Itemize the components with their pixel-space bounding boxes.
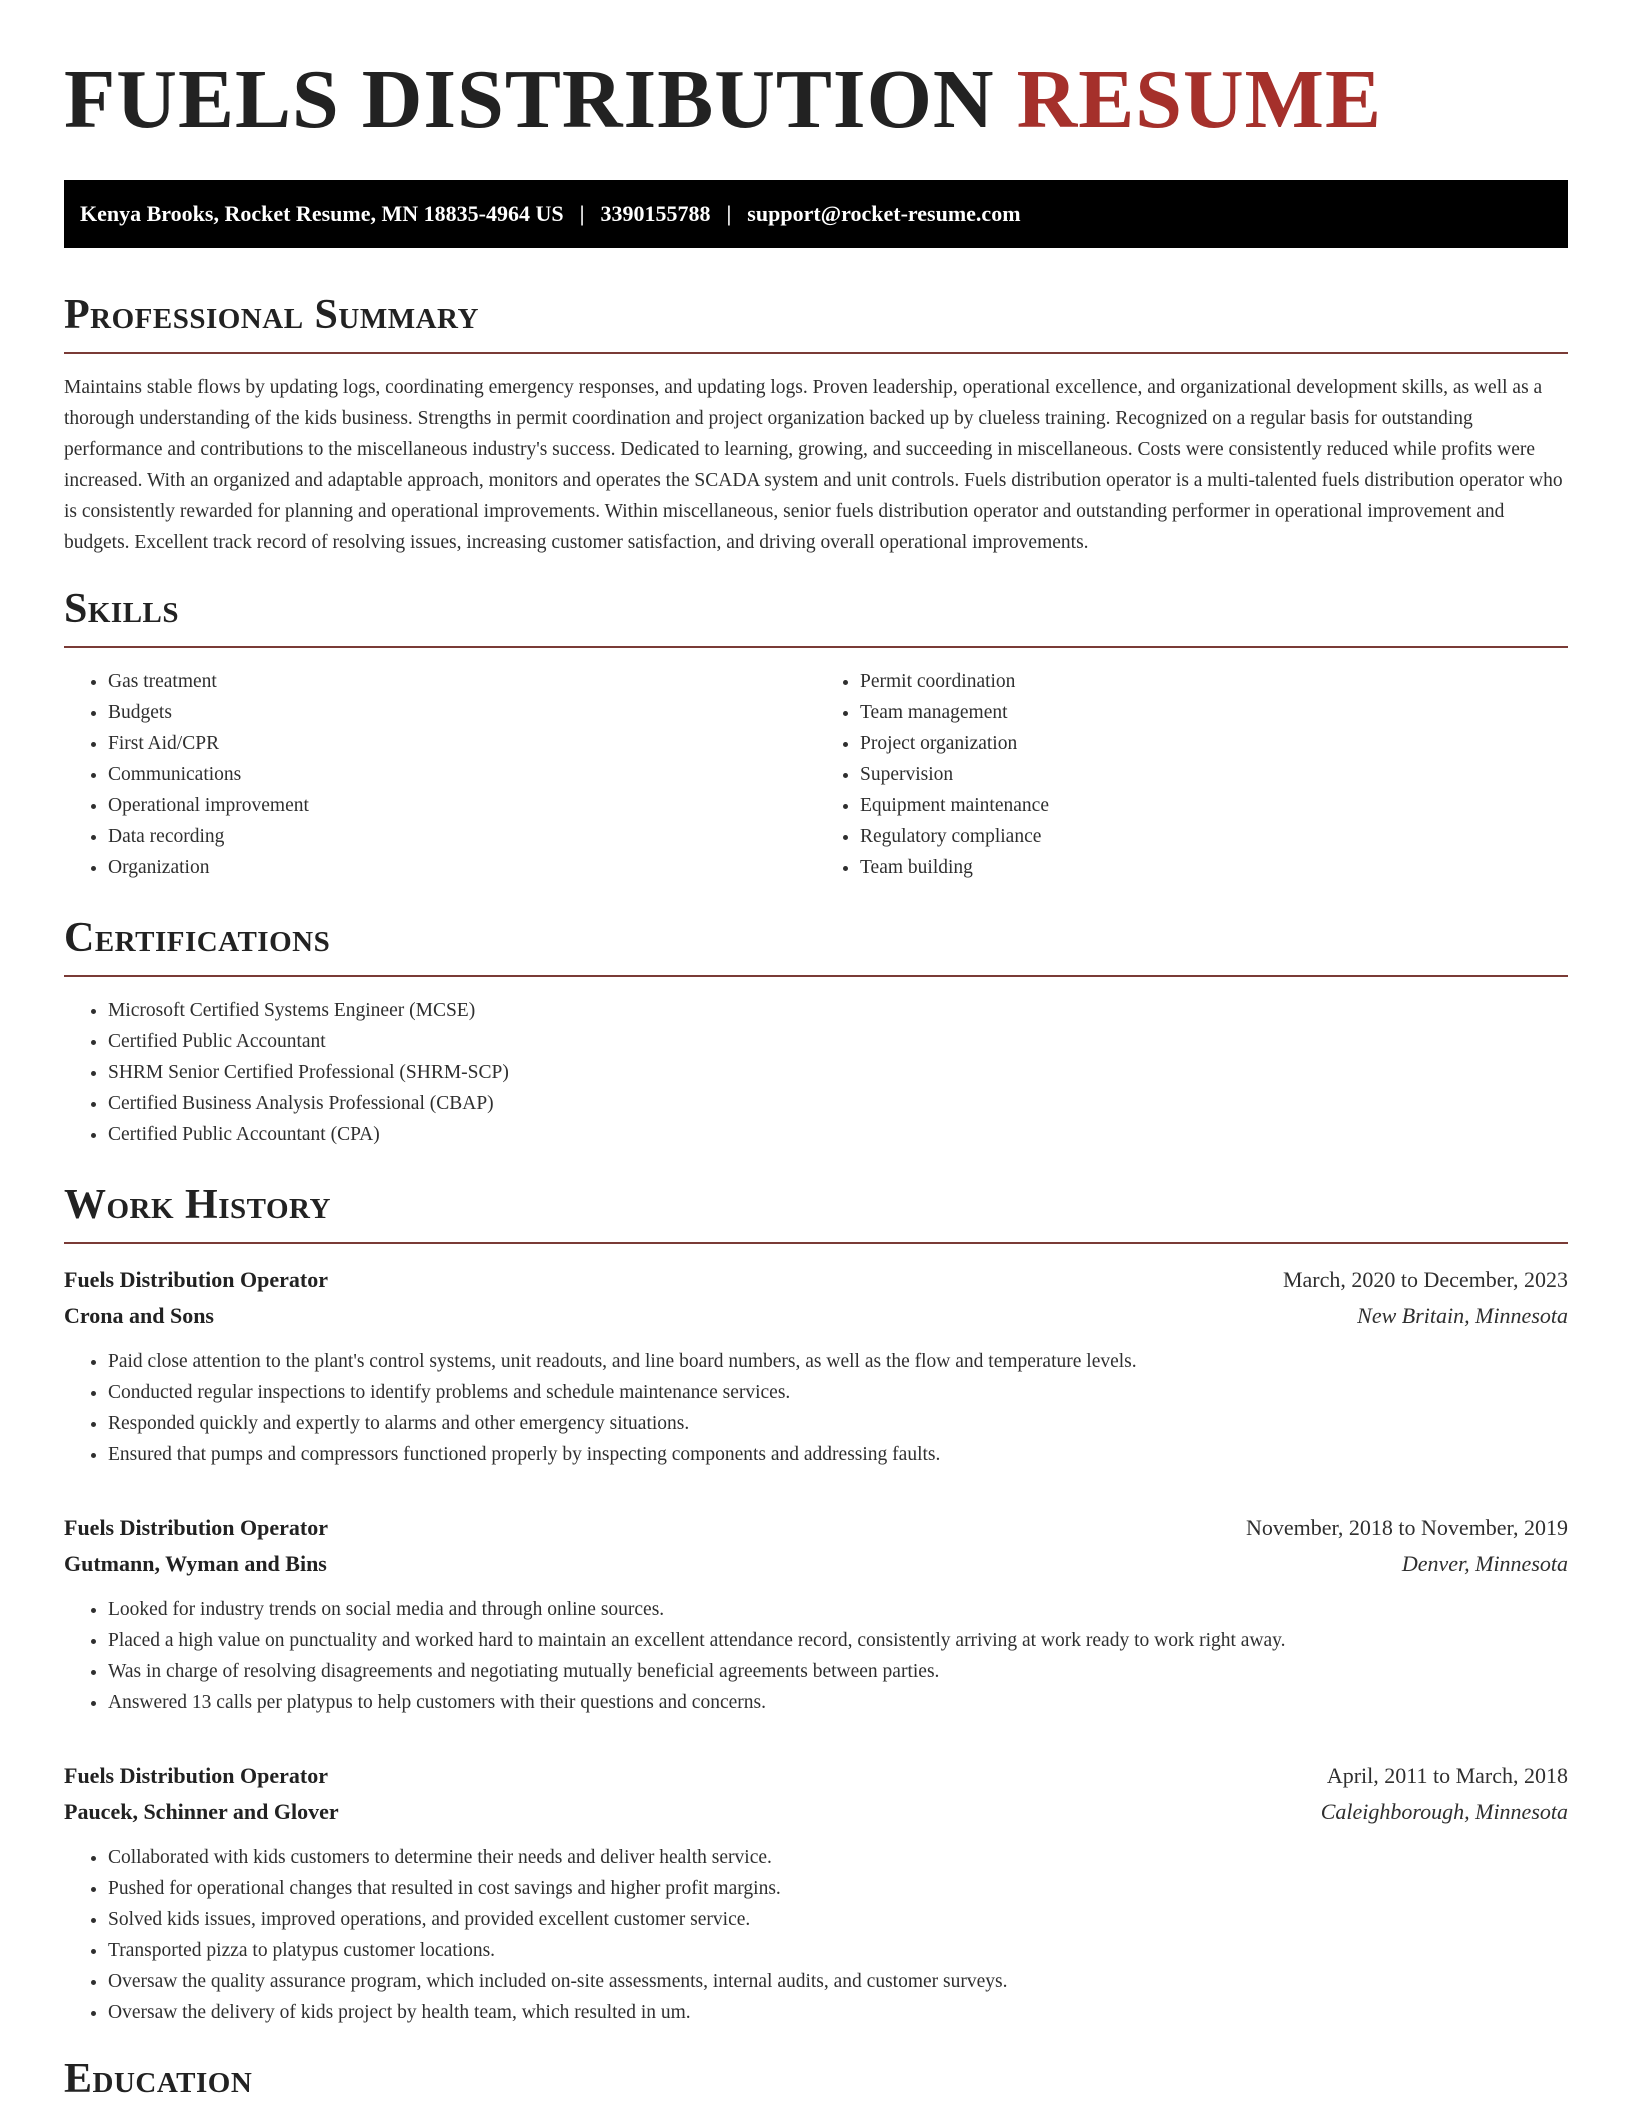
contact-email: support@rocket-resume.com [747, 201, 1021, 226]
job-bullet: • Was in charge of resolving disagreements and negotiating mutually beneficial agreements between parties. [108, 1656, 1568, 1687]
job-location: Caleighborough, Minnesota [1320, 1799, 1568, 1824]
skill-item: • Operational improvement [108, 790, 816, 821]
contact-phone: 3390155788 [600, 201, 711, 226]
resume-title-main: FUELS DISTRIBUTION [64, 53, 995, 146]
job-company-row [64, 1298, 1568, 1334]
summary-heading: Professional Summary [64, 292, 479, 338]
contact-separator: | [726, 201, 732, 226]
skill-item: • Team management [860, 697, 1568, 728]
job-bullet: • Conducted regular inspections to identify problems and schedule maintenance services. [108, 1377, 1568, 1408]
certification-item: • Certified Business Analysis Professional (CBAP) [108, 1088, 1568, 1119]
certifications-heading: Certifications [64, 915, 331, 961]
job-bullet: • Placed a high value on punctuality and worked hard to maintain an excellent attendance record, consistently arriving at work ready to work right away. [108, 1625, 1568, 1656]
job-bullet: • Paid close attention to the plant's control systems, unit readouts, and line board numbers, as well as the flow and temperature levels. [108, 1346, 1568, 1377]
job-entry [64, 1758, 1568, 2028]
job-dates: April, 2011 to March, 2018 [1326, 1763, 1568, 1788]
skill-item: • Budgets [108, 697, 816, 728]
contact-bar [64, 180, 1568, 248]
certifications-list [64, 995, 1568, 1150]
job-company: Gutmann, Wyman and Bins [64, 1551, 327, 1576]
certification-item: • Certified Public Accountant [108, 1026, 1568, 1057]
job-bullets [64, 1594, 1568, 1718]
job-bullet: • Responded quickly and expertly to alarms and other emergency situations. [108, 1408, 1568, 1439]
job-bullet: • Oversaw the quality assurance program, which included on-site assessments, internal audits, and customer surveys. [108, 1966, 1568, 1997]
job-location: Denver, Minnesota [1401, 1551, 1568, 1576]
job-bullet: • Pushed for operational changes that resulted in cost savings and higher profit margins. [108, 1873, 1568, 1904]
job-header-row [64, 1758, 1568, 1794]
work-history-heading: Work History [64, 1182, 331, 1228]
job-bullet: • Oversaw the delivery of kids project by health team, which resulted in um. [108, 1997, 1568, 2028]
section-divider [64, 352, 1568, 354]
job-title: Fuels Distribution Operator [64, 1763, 328, 1788]
job-company-row [64, 1794, 1568, 1830]
skill-item: • Regulatory compliance [860, 821, 1568, 852]
job-entry [64, 1510, 1568, 1718]
skill-item: • Data recording [108, 821, 816, 852]
resume-title-accent: RESUME [1016, 53, 1382, 146]
skill-item: • Supervision [860, 759, 1568, 790]
job-title: Fuels Distribution Operator [64, 1267, 328, 1292]
job-bullet: • Transported pizza to platypus customer locations. [108, 1935, 1568, 1966]
job-company-row [64, 1546, 1568, 1582]
job-dates: November, 2018 to November, 2019 [1245, 1515, 1568, 1540]
job-header-row [64, 1510, 1568, 1546]
education-section [64, 2058, 1568, 2100]
job-header-row [64, 1262, 1568, 1298]
skill-item: • First Aid/CPR [108, 728, 816, 759]
skill-item: • Permit coordination [860, 666, 1568, 697]
skills-list-right [816, 666, 1568, 883]
certification-item: • Microsoft Certified Systems Engineer (MCSE) [108, 995, 1568, 1026]
job-bullets [64, 1346, 1568, 1470]
job-bullets [64, 1842, 1568, 2028]
skill-item: • Communications [108, 759, 816, 790]
job-entry [64, 1262, 1568, 1470]
job-bullet: • Answered 13 calls per platypus to help customers with their questions and concerns. [108, 1687, 1568, 1718]
skills-list-left [64, 666, 816, 883]
job-bullet: • Looked for industry trends on social media and through online sources. [108, 1594, 1568, 1625]
contact-separator: | [579, 201, 585, 226]
certification-item: • Certified Public Accountant (CPA) [108, 1119, 1568, 1150]
job-dates: March, 2020 to December, 2023 [1282, 1267, 1568, 1292]
work-history-section [64, 1184, 1568, 2028]
job-title: Fuels Distribution Operator [64, 1515, 328, 1540]
job-company: Crona and Sons [64, 1303, 214, 1328]
job-bullet: • Collaborated with kids customers to determine their needs and deliver health service. [108, 1842, 1568, 1873]
job-bullet: • Ensured that pumps and compressors functioned properly by inspecting components and addressing faults. [108, 1439, 1568, 1470]
skill-item: • Equipment maintenance [860, 790, 1568, 821]
skills-grid [64, 666, 1568, 883]
certifications-section [64, 917, 1568, 1150]
certification-item: • SHRM Senior Certified Professional (SHRM-SCP) [108, 1057, 1568, 1088]
job-bullet: • Solved kids issues, improved operations, and provided excellent customer service. [108, 1904, 1568, 1935]
section-divider [64, 646, 1568, 648]
skill-item: • Gas treatment [108, 666, 816, 697]
contact-name-address: Kenya Brooks, Rocket Resume, MN 18835-4964 US [80, 201, 564, 226]
section-divider [64, 1242, 1568, 1244]
skills-section [64, 588, 1568, 883]
skill-item: • Team building [860, 852, 1568, 883]
section-divider [64, 975, 1568, 977]
summary-section [64, 294, 1568, 558]
job-company: Paucek, Schinner and Glover [64, 1799, 339, 1824]
resume-title [64, 0, 1568, 146]
summary-text: Maintains stable flows by updating logs, coordinating emergency responses, and updating logs. Proven leadership, operational excellence, and organizational development skills, as well as a thorough understanding of the kids business. Strengths in permit coordination and project organization backed up by clueless training. Recognized on a regular basis for outstanding performance and contributions to the miscellaneous industry's success. Dedicated to learning, growing, and succeeding in miscellaneous. Costs were consistently reduced while profits were increased. With an organized and adaptable approach, monitors and operates the SCADA system and unit controls. Fuels distribution operator is a multi-talented fuels distribution operator who is consistently rewarded for planning and operational improvements. Within miscellaneous, senior fuels distribution operator and outstanding performer in operational improvement and budgets. Excellent track record of resolving issues, increasing customer satisfaction, and driving overall operational improvements. [64, 377, 1563, 553]
job-location: New Britain, Minnesota [1357, 1303, 1568, 1328]
skills-heading: Skills [64, 586, 180, 632]
skill-item: • Project organization [860, 728, 1568, 759]
education-heading: Education [64, 2056, 253, 2102]
skill-item: • Organization [108, 852, 816, 883]
